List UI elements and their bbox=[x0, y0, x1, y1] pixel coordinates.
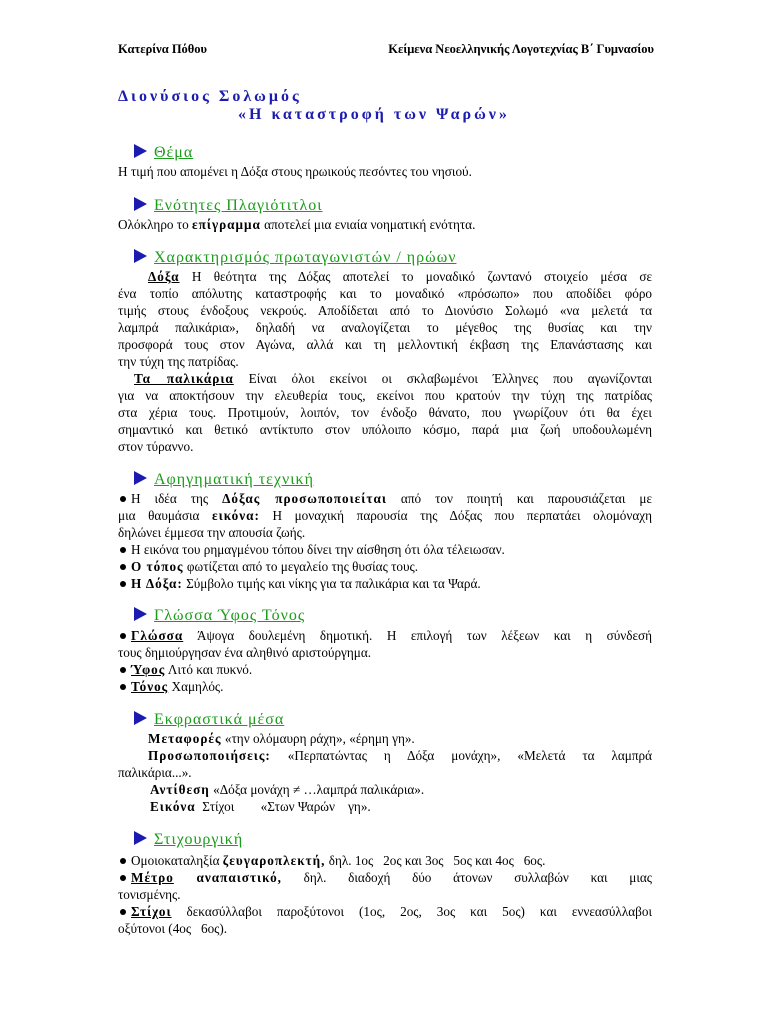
text-line: Προσωποποιήσεις: «Περπατώντας η Δόξα μονάχη», «Μελετά τα λαμπρά bbox=[148, 748, 652, 763]
text-line: ένα τοπίο απόλυτης καταστροφής και το μοναδικό «πρόσωπο» που αποδίδει φόρο bbox=[118, 286, 652, 301]
text-line: Ομοιοκαταληξία ζευγαροπλεκτή, δηλ. 1ος 2ος και 3ος 5ος και 4ος 6ος. bbox=[118, 852, 652, 869]
bold-term: Αντίθεση bbox=[150, 782, 210, 797]
text-line: για να αποκτήσουν την ελευθερία τους, εκείνοι που κρατούν την τύχη της πατρίδας bbox=[118, 388, 652, 403]
doxa-label: Δόξα bbox=[148, 269, 180, 284]
section-heading-glossa bbox=[134, 607, 305, 625]
header-author: Κατερίνα Πόθου bbox=[118, 42, 208, 56]
text-line: Ύφος Λιτό και πυκνό. bbox=[118, 661, 652, 678]
triangle-right-icon bbox=[134, 607, 147, 621]
bold-term: εικόνα: bbox=[212, 508, 260, 523]
text-line: Ο τόπος φωτίζεται από το μεγαλείο της θυσίας τους. bbox=[118, 558, 652, 575]
bold-term: Προσωποποιήσεις: bbox=[148, 748, 271, 763]
section-heading-ekfrastika bbox=[134, 711, 284, 729]
triangle-right-icon bbox=[134, 144, 147, 158]
bullet-icon bbox=[120, 858, 126, 864]
section-title: Αφηγηματική τεχνική bbox=[154, 471, 314, 488]
triangle-right-icon bbox=[134, 471, 147, 485]
thema-text bbox=[118, 163, 652, 180]
bullet-icon bbox=[120, 667, 126, 673]
bullet-icon bbox=[120, 909, 126, 915]
bullet-icon bbox=[120, 581, 126, 587]
enotites-text bbox=[118, 216, 652, 233]
section-title: Χαρακτηρισμός πρωταγωνιστών / ηρώων bbox=[154, 249, 457, 266]
text-line: τους δημιούργησαν ένα αληθινό αριστούργημα. bbox=[118, 645, 372, 660]
poet-title: Διονύσιος Σολωμός bbox=[118, 88, 302, 105]
bold-term: Γλώσσα bbox=[131, 628, 184, 643]
section-heading-stixourgiki bbox=[134, 831, 243, 849]
text-line: Αντίθεση «Δόξα μονάχη ≠ …λαμπρά παλικάρια». bbox=[150, 782, 425, 797]
ekfrastika-text bbox=[118, 730, 652, 815]
bold-term: Ύφος bbox=[131, 662, 166, 677]
bold-term: ζευγαροπλεκτή, bbox=[222, 853, 326, 868]
text-line: Εικόνα Στίχοι «Στων Ψαρών γη». bbox=[150, 799, 371, 814]
triangle-right-icon bbox=[134, 711, 147, 725]
triangle-right-icon bbox=[134, 197, 147, 211]
section-heading-afigimatiki bbox=[134, 471, 314, 489]
bullet-icon bbox=[120, 496, 126, 502]
text-line: Τόνος Χαμηλός. bbox=[118, 678, 652, 695]
poem-title: «Η καταστροφή των Ψαρών» bbox=[238, 106, 510, 123]
bullet-icon bbox=[120, 875, 126, 881]
section-heading-xaraktirismos bbox=[134, 249, 456, 267]
afigimatiki-text bbox=[118, 490, 652, 592]
text-line: Η εικόνα του ρημαγμένου τόπου δίνει την αίσθηση ότι όλα τέλειωσαν. bbox=[118, 541, 652, 558]
bold-term: Μεταφορές bbox=[148, 731, 222, 746]
glossa-text bbox=[118, 627, 652, 695]
section-title: Εκφραστικά μέσα bbox=[154, 711, 285, 728]
palikaria-label: Τα παλικάρια bbox=[134, 371, 234, 386]
text-line: στον τύραννο. bbox=[118, 439, 194, 454]
bullet-icon bbox=[120, 564, 126, 570]
stixourgiki-text bbox=[118, 852, 652, 937]
bullet-icon bbox=[120, 633, 126, 639]
bold-term: Στίχοι bbox=[131, 904, 172, 919]
text-line: στα χέρια τους. Προτιμούν, λοιπόν, τον ένδοξο θάνατο, που γνωρίζουν ότι θα έχει bbox=[118, 405, 652, 420]
section-heading-enotites bbox=[134, 197, 323, 215]
text-line: Η Δόξα: Σύμβολο τιμής και νίκης για τα παλικάρια και τα Ψαρά. bbox=[118, 575, 652, 592]
bold-term: Η Δόξα: bbox=[131, 576, 183, 591]
text-line: Μεταφορές «την ολόμαυρη ράχη», «έρημη γη». bbox=[148, 731, 415, 746]
text-line: Δόξα Η θεότητα της Δόξας αποτελεί το μοναδικό ζωντανό στοιχείο μέσα σε bbox=[148, 269, 652, 284]
text-line: οξύτονοι (4ος 6ος). bbox=[118, 921, 228, 936]
text-line: Στίχοι δεκασύλλαβοι παροξύτονοι (1ος, 2ος, 3ος και 5ος) και εννεασύλλαβοι bbox=[118, 903, 652, 920]
text-line: Γλώσσα Άψογα δουλεμένη δημοτική. Η επιλογή των λέξεων και η σύνδεσή bbox=[118, 627, 652, 644]
text-line: Η ιδέα της Δόξας προσωποποιείται από τον ποιητή και παρουσιάζεται με bbox=[118, 490, 652, 507]
bold-term: αναπαιστικό, bbox=[173, 870, 282, 885]
xaraktirismos-text bbox=[118, 268, 652, 455]
text-line: Τα παλικάρια Είναι όλοι εκείνοι οι σκλαβωμένοι Έλληνες που αγωνίζονται bbox=[134, 371, 653, 386]
text-line: προσφορά τους στον Αγώνα, αλλά και τη μελλοντική έκβαση της Επανάστασης και bbox=[118, 337, 652, 352]
text-line: σημαντικό και θετικό αντίκτυπο στον υπόλοιπο κόσμο, παρά μια ζωή υποδουλωμένη bbox=[118, 422, 652, 437]
bold-term: επίγραμμα bbox=[192, 217, 261, 232]
text-line: τονισμένης. bbox=[118, 887, 181, 902]
triangle-right-icon bbox=[134, 249, 147, 263]
text-line: Η τιμή που απομένει η Δόξα στους ηρωικούς πεσόντες του νησιού. bbox=[118, 164, 472, 179]
text-line: τιμής στους ένδοξους νεκρούς. Αποδίδεται από το Διονύσιο Σολωμό «να μελετά τα bbox=[118, 303, 652, 318]
header-course: Κείμενα Νεοελληνικής Λογοτεχνίας Β΄ Γυμνασίου bbox=[388, 42, 654, 56]
text-line: την τύχη της πατρίδας. bbox=[118, 354, 239, 369]
bullet-icon bbox=[120, 684, 126, 690]
triangle-right-icon bbox=[134, 831, 147, 845]
section-title: Στιχουργική bbox=[154, 831, 244, 848]
text-line: παλικάρια...». bbox=[118, 765, 192, 780]
text-line: Μέτρο αναπαιστικό, δηλ. διαδοχή δύο άτονων συλλαβών και μιας bbox=[118, 869, 652, 886]
bold-term: Μέτρο bbox=[131, 870, 174, 885]
bold-term: Εικόνα bbox=[150, 799, 196, 814]
bold-term: Τόνος bbox=[131, 679, 169, 694]
text-line: λαμπρά παλικάρια», δηλαδή να αναλογίζεται το μέγεθος της θυσίας και την bbox=[118, 320, 652, 335]
section-title: Θέμα bbox=[154, 144, 194, 161]
bold-term: Ο τόπος bbox=[131, 559, 184, 574]
text-line: μια θαυμάσια εικόνα: Η μοναχική παρουσία της Δόξας που περπατάει ολομόναχη bbox=[118, 508, 652, 523]
text-line: Ολόκληρο το επίγραμμα αποτελεί μια ενιαία νοηματική ενότητα. bbox=[118, 217, 476, 232]
section-title: Ενότητες Πλαγιότιτλοι bbox=[154, 197, 323, 214]
bullet-icon bbox=[120, 547, 126, 553]
bold-term: Δόξας προσωποποιείται bbox=[222, 491, 387, 506]
text-line: δηλώνει έμμεσα την απουσία ζωής. bbox=[118, 525, 306, 540]
section-heading-thema bbox=[134, 144, 193, 162]
section-title: Γλώσσα Ύφος Τόνος bbox=[154, 607, 306, 624]
